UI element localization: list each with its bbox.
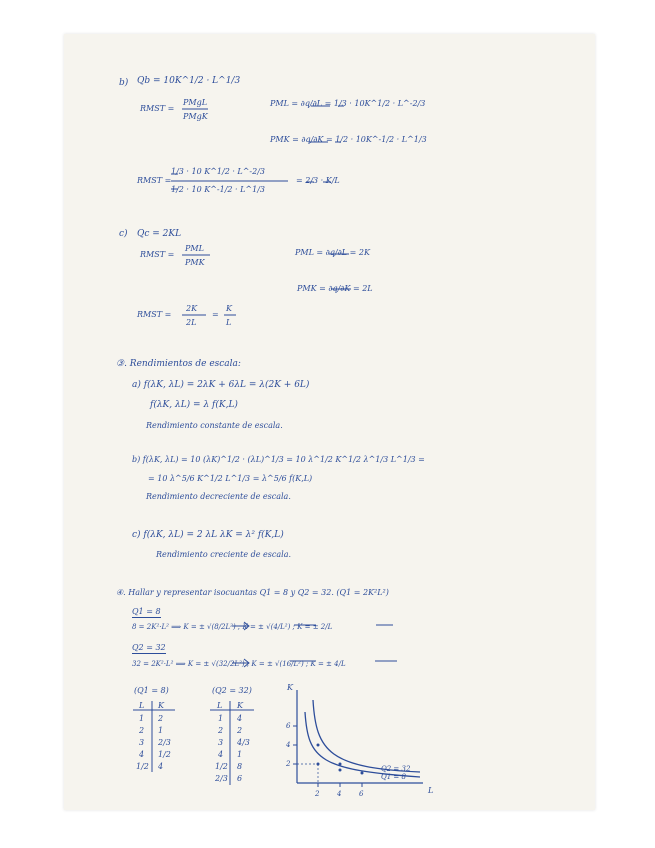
section-c-equation: Qc = 2KL bbox=[137, 229, 182, 239]
table-cell: 8 bbox=[237, 762, 243, 771]
rmst-result: = 2/3 · K/L bbox=[296, 176, 340, 185]
table-cell: 1 bbox=[139, 714, 145, 723]
table1-header-k: K bbox=[158, 701, 164, 710]
rmst-denominator: 2L bbox=[186, 318, 197, 327]
q4-heading-q2: Q2 = 32 bbox=[132, 643, 166, 652]
graph-x-tick: 6 bbox=[359, 790, 364, 798]
q3-c-line1: c) f(λK, λL) = 2 λL λK = λ² f(K,L) bbox=[132, 530, 284, 540]
section-b-equation: Qb = 10K^1/2 · L^1/3 bbox=[137, 76, 241, 86]
table2-header-k: K bbox=[237, 701, 243, 710]
table2-header-l: L bbox=[217, 701, 223, 710]
section-b-label: b) bbox=[119, 78, 129, 88]
rmst-numerator: 1/3 · 10 K^1/2 · L^-2/3 bbox=[171, 167, 266, 176]
table1-caption: (Q1 = 8) bbox=[134, 686, 169, 695]
pmk-derivation: PMK = ∂q/∂K = 1/2 · 10K^-1/2 · L^1/3 bbox=[270, 135, 427, 144]
rmst-label: RMST = bbox=[137, 310, 172, 319]
graph-x-tick: 4 bbox=[337, 790, 342, 798]
table-cell: 2 bbox=[237, 726, 243, 735]
graph-x-tick: 2 bbox=[315, 790, 320, 798]
table-cell: 2 bbox=[218, 726, 224, 735]
graph-y-axis-label: K bbox=[287, 683, 293, 692]
table-cell: 4 bbox=[139, 750, 145, 759]
table-cell: 1 bbox=[237, 750, 243, 759]
table-cell: 1 bbox=[158, 726, 164, 735]
rmst-denominator: 1/2 · 10 K^-1/2 · L^1/3 bbox=[171, 185, 266, 194]
rmst-numerator: 2K bbox=[186, 304, 198, 313]
q4-title: ④. Hallar y representar isocuantas Q1 = 8 y Q2 = 32. (Q1 = 2K²L²) bbox=[116, 588, 389, 597]
rmst-def-denominator: PMK bbox=[185, 258, 205, 267]
rmst-numerator-2: K bbox=[226, 304, 232, 313]
pmk-derivation: PMK = ∂q/∂K = 2L bbox=[297, 284, 373, 293]
table-cell: 3 bbox=[218, 738, 224, 747]
curve-label-q1: Q1 = 8 bbox=[381, 773, 406, 781]
graph-y-tick: 6 bbox=[286, 722, 291, 730]
table-cell: 4/3 bbox=[237, 738, 250, 747]
rmst-def-numerator: PML bbox=[185, 244, 204, 253]
q3-a-line1: a) f(λK, λL) = 2λK + 6λL = λ(2K + 6L) bbox=[132, 380, 310, 390]
graph-y-tick: 2 bbox=[286, 760, 291, 768]
graph-y-tick: 4 bbox=[286, 741, 291, 749]
rmst-def-denominator: PMgK bbox=[183, 112, 208, 121]
q4-derivation-q2: 32 = 2K²·L² ⟹ K = ± √(32/2L²) ; K = ± √(16/L²) ; K = ± 4/L bbox=[132, 660, 346, 668]
table1-header-l: L bbox=[139, 701, 145, 710]
curve-label-q2: Q2 = 32 bbox=[381, 765, 411, 773]
pml-derivation: PML = ∂q/∂L = 1/3 · 10K^1/2 · L^-2/3 bbox=[270, 99, 426, 108]
section-c-label: c) bbox=[119, 229, 128, 239]
q3-b-line1: b) f(λK, λL) = 10 (λK)^1/2 · (λL)^1/3 = 10 λ^1/2 K^1/2 λ^1/3 L^1/3 = bbox=[132, 455, 425, 464]
table-cell: 3 bbox=[139, 738, 145, 747]
table-cell: 4 bbox=[158, 762, 164, 771]
pml-derivation: PML = ∂q/∂L = 2K bbox=[295, 248, 370, 257]
rmst-label: RMST = bbox=[137, 176, 172, 185]
rmst-def-numerator: PMgL bbox=[183, 98, 208, 107]
table2-caption: (Q2 = 32) bbox=[212, 686, 252, 695]
q4-derivation-q1: 8 = 2K²·L² ⟹ K = ± √(8/2L²) ; K = ± √(4/L²) ; K = ± 2/L bbox=[132, 623, 333, 631]
q3-a-conclusion: Rendimiento constante de escala. bbox=[146, 421, 283, 430]
rmst-denominator-2: L bbox=[226, 318, 232, 327]
rmst-def-label: RMST = bbox=[140, 250, 175, 259]
table-cell: 4 bbox=[218, 750, 224, 759]
table-cell: 1/2 bbox=[215, 762, 228, 771]
rmst-def-label: RMST = bbox=[140, 104, 175, 113]
graph-x-axis-label: L bbox=[428, 786, 434, 795]
q3-b-conclusion: Rendimiento decreciente de escala. bbox=[146, 492, 291, 501]
q3-c-conclusion: Rendimiento creciente de escala. bbox=[156, 550, 292, 559]
q3-title: ③. Rendimientos de escala: bbox=[116, 359, 241, 369]
table-cell: 1 bbox=[218, 714, 224, 723]
q3-b-line2: = 10 λ^5/6 K^1/2 L^1/3 = λ^5/6 f(K,L) bbox=[148, 474, 313, 483]
table-cell: 4 bbox=[237, 714, 243, 723]
table-cell: 2 bbox=[139, 726, 145, 735]
table-cell: 2 bbox=[158, 714, 164, 723]
table-cell: 1/2 bbox=[136, 762, 149, 771]
q4-heading-q1: Q1 = 8 bbox=[132, 607, 161, 616]
table-cell: 2/3 bbox=[158, 738, 171, 747]
table-cell: 2/3 bbox=[215, 774, 228, 783]
table-cell: 6 bbox=[237, 774, 243, 783]
table-cell: 1/2 bbox=[158, 750, 171, 759]
rmst-equals: = bbox=[212, 310, 219, 319]
q3-a-line2: f(λK, λL) = λ f(K,L) bbox=[150, 400, 238, 410]
